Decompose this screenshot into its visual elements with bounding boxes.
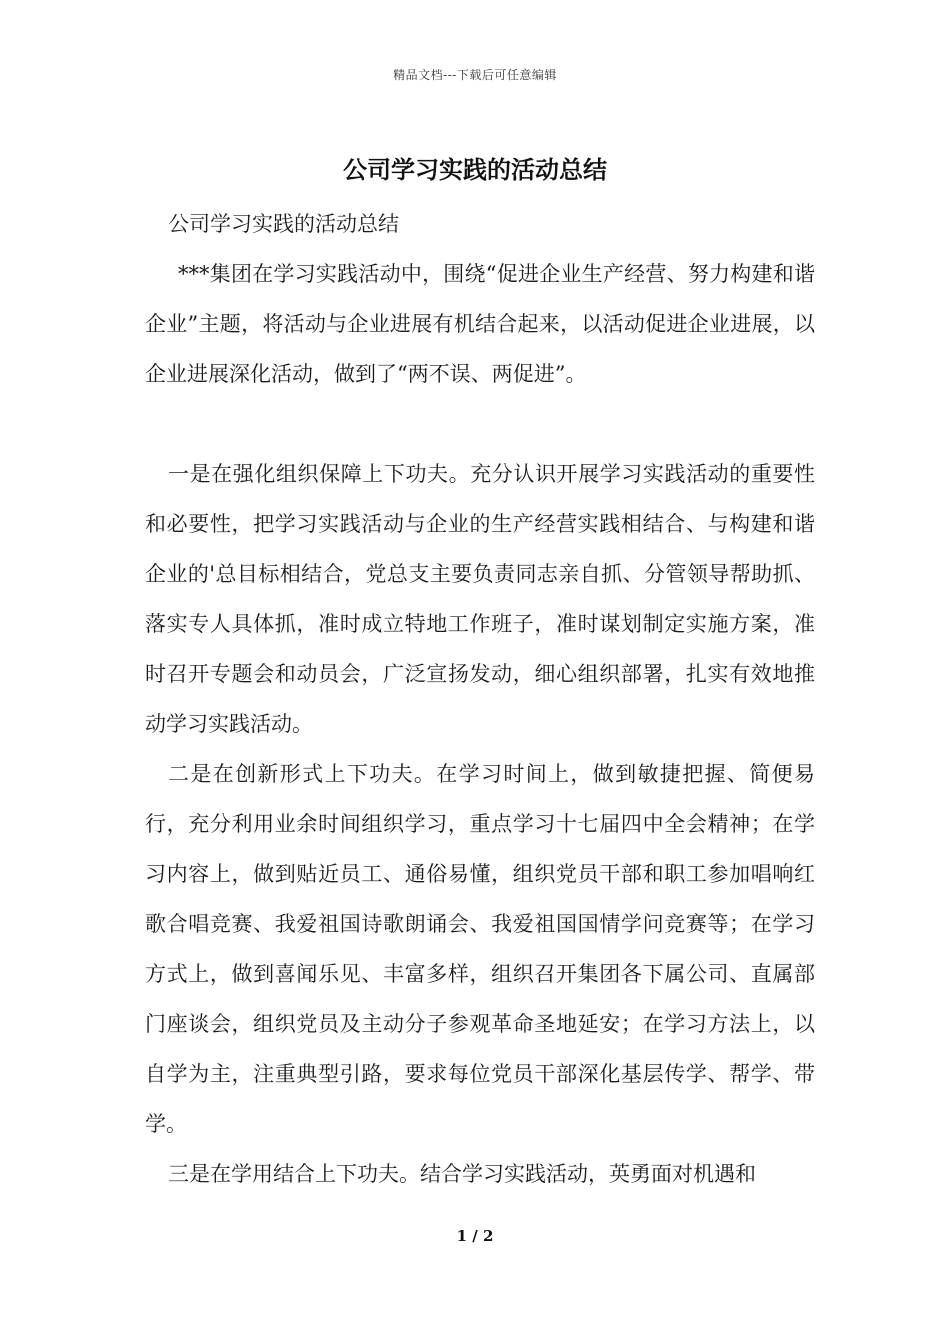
document-title: 公司学习实践的活动总结 — [343, 155, 607, 184]
paragraph-point-one: 一是在强化组织保障上下功夫。充分认识开展学习实践活动的重要性和必要性，把学习实践活动与企业的生产经营实践相结合、与构建和谐企业的'总目标相结合，党总支主要负责同志亲自抓、分管领导帮助抓、落实专人具体抓，准时成立特地工作班子，准时谋划制定实施方案，准时召开专题会和动员会，广泛宣扬发动，细心组织部署，扎实有效地推动学习实践活动。 — [145, 462, 815, 736]
document-body — [145, 199, 815, 1199]
header-note: 精品文档---下载后可任意编辑 — [393, 68, 557, 82]
paragraph-point-two: 二是在创新形式上下功夫。在学习时间上，做到敏捷把握、简便易行，充分利用业余时间组织学习，重点学习十七届四中全会精神；在学习内容上，做到贴近员工、通俗易懂，组织党员干部和职工参加唱响红歌合唱竞赛、我爱祖国诗歌朗诵会、我爱祖国国情学问竞赛等；在学习方式上，做到喜闻乐见、丰富多样，组织召开集团各下属公司、直属部门座谈会，组织党员及主动分子参观革命圣地延安；在学习方法上，以自学为主，注重典型引路，要求每位党员干部深化基层传学、帮学、带学。 — [145, 762, 815, 1136]
paragraph-subtitle: 公司学习实践的活动总结 — [168, 212, 399, 236]
paragraph-intro: ***集团在学习实践活动中，围绕“促进企业生产经营、努力构建和谐企业”主题，将活动与企业进展有机结合起来，以活动促进企业进展，以企业进展深化活动，做到了“两不误、两促进”。 — [145, 262, 815, 386]
paragraph-point-three: 三是在学用结合上下功夫。结合学习实践活动，英勇面对机遇和 — [168, 1162, 756, 1186]
page-number: 1 / 2 — [456, 1227, 494, 1245]
